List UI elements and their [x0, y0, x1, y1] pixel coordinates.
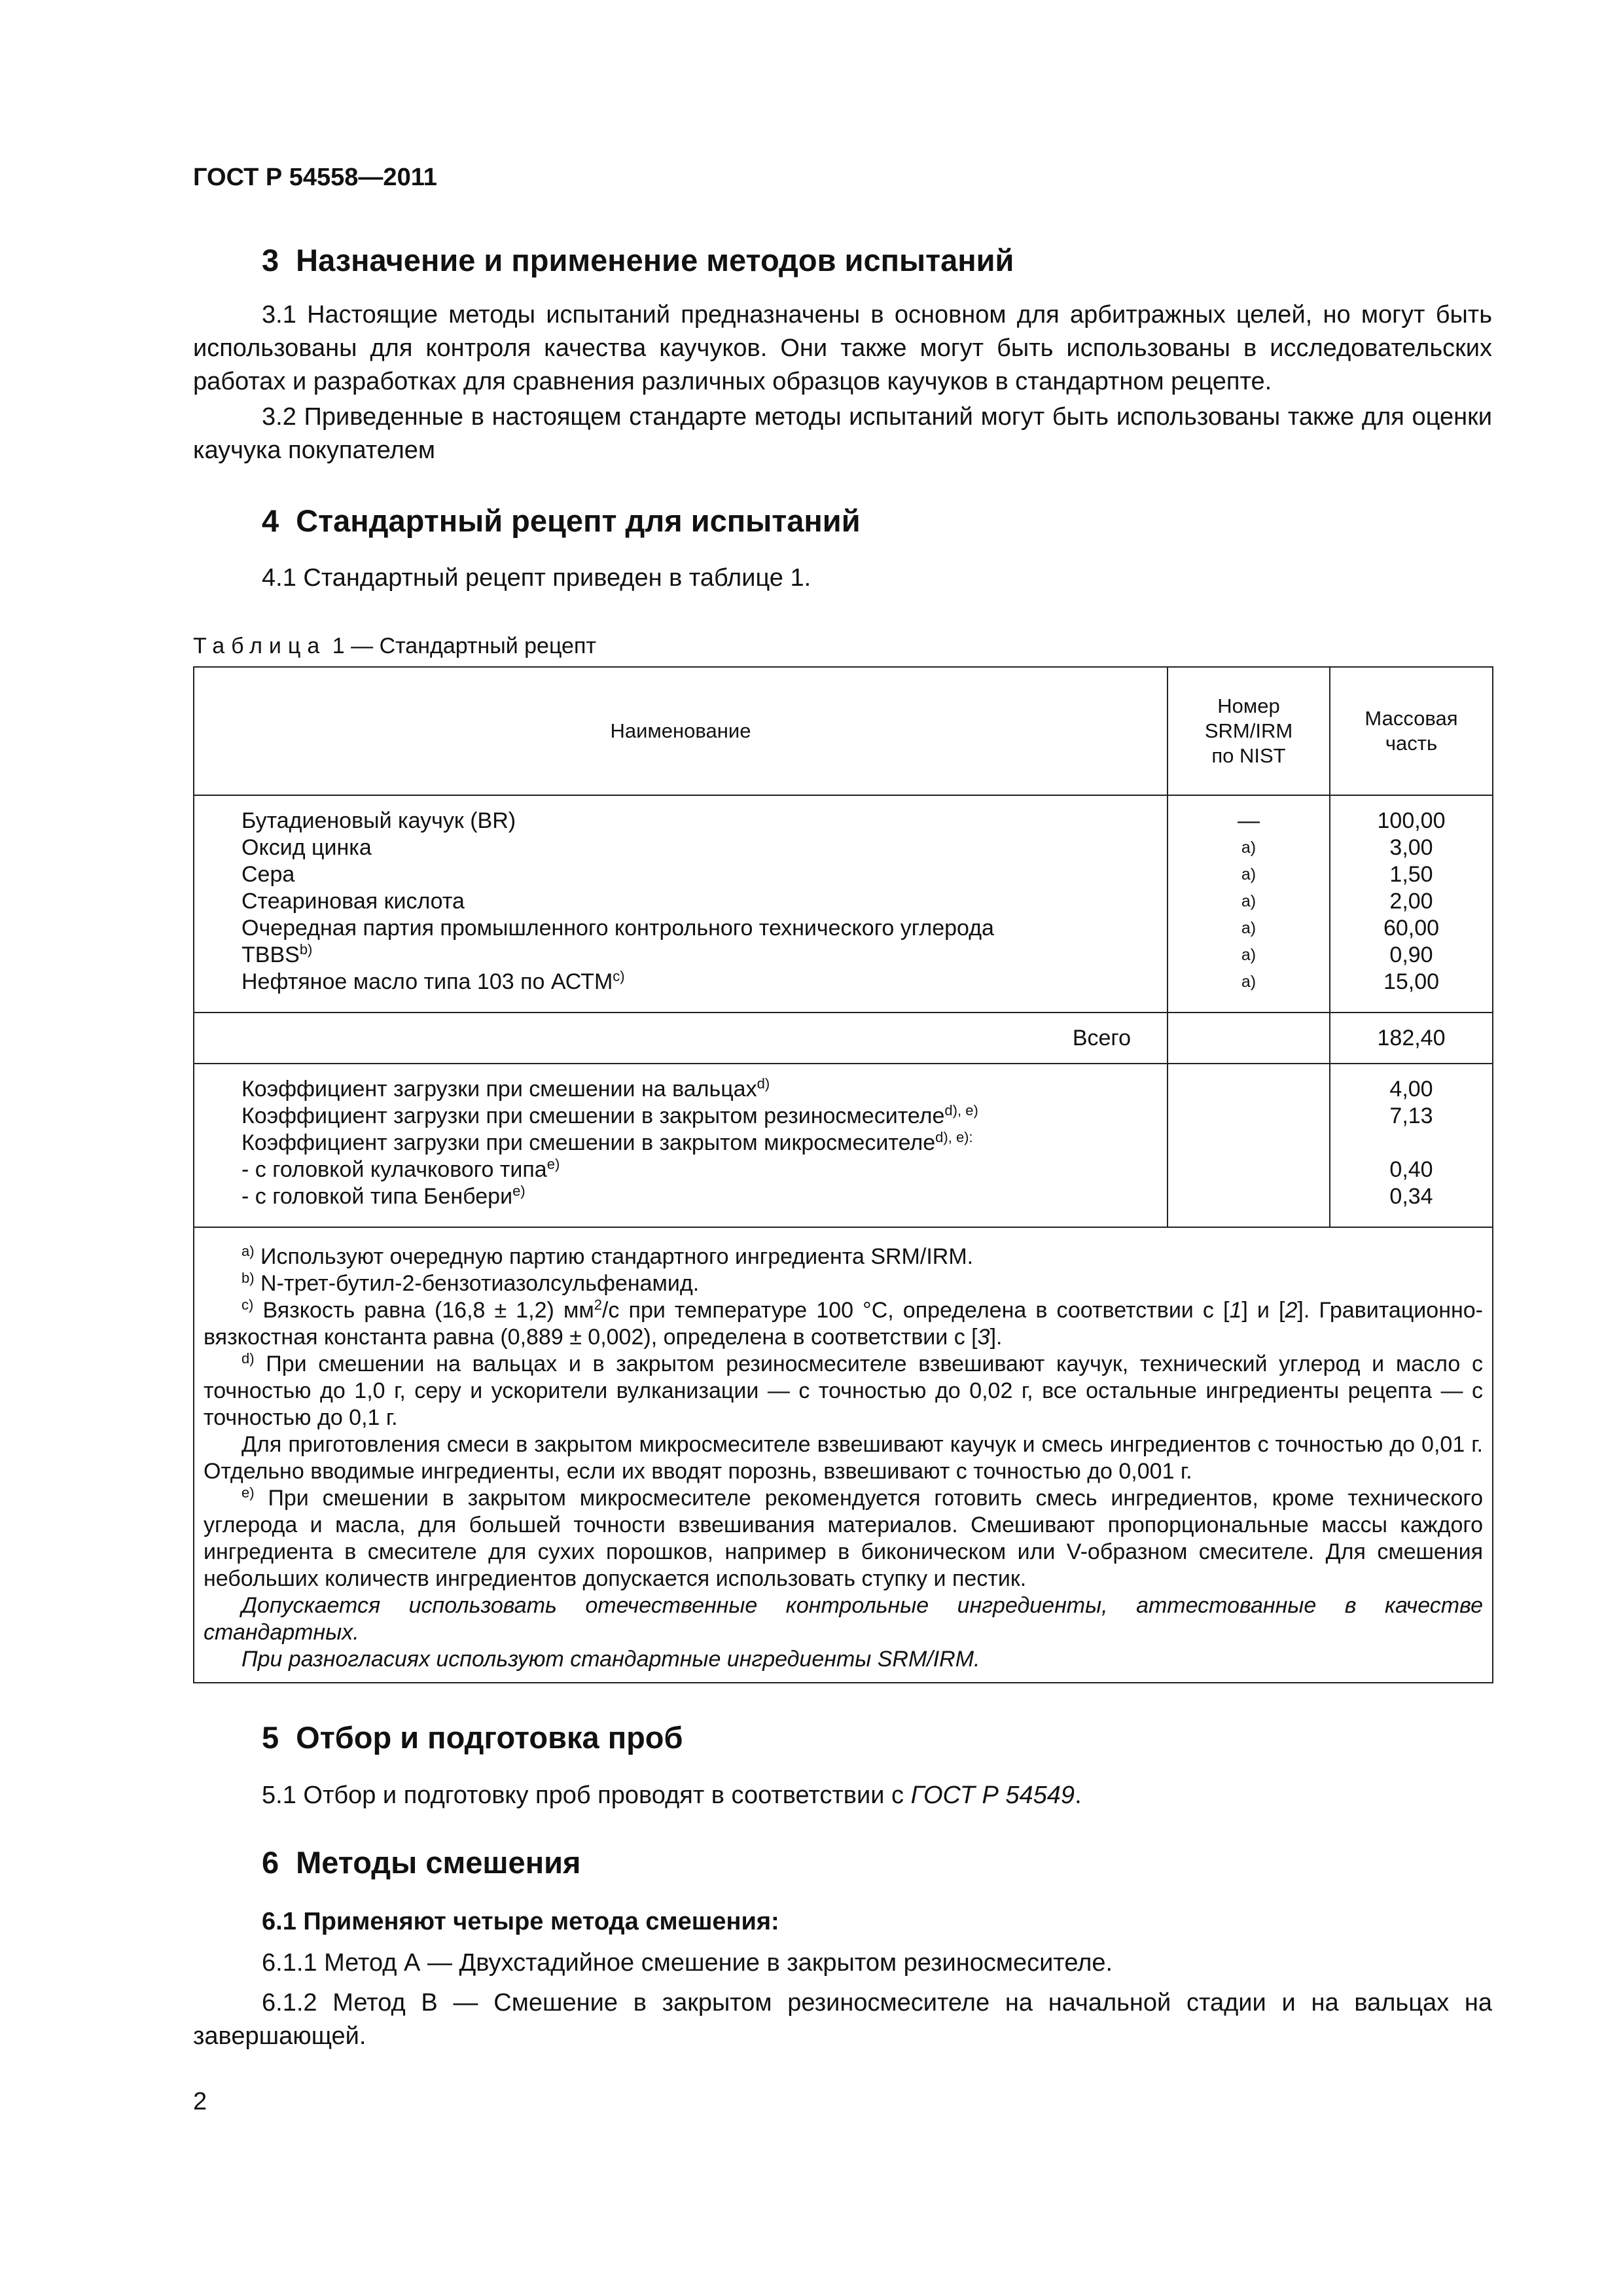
paragraph-5-1: 5.1 Отбор и подготовку проб проводят в соответствии с ГОСТ Р 54549.	[262, 1782, 1082, 1809]
table-header-row	[194, 667, 1493, 795]
section-5-heading	[262, 1719, 683, 1755]
section-6-heading	[262, 1844, 580, 1880]
ingredients-row	[194, 795, 1493, 1013]
list-item: Стеариновая кислота	[241, 889, 465, 914]
section-6-title: Методы смешения	[296, 1845, 581, 1880]
ingredient-codes: — a) a) a) a) a) a)	[1168, 795, 1330, 1013]
header-name: Наименование	[194, 667, 1168, 795]
notes-row	[194, 1227, 1493, 1683]
table-caption-text: 1 — Стандартный рецепт	[332, 634, 596, 658]
standard-header: ГОСТ Р 54558—2011	[193, 164, 437, 191]
paragraph-6-1-2: 6.1.2 Метод В — Смешение в закрытом резиносмесителе на начальной стадии и на вальцах на завершающей.	[193, 1989, 1492, 2050]
paragraph-3-2: 3.2 Приведенные в настоящем стандарте методы испытаний могут быть использованы также для оценки каучука покупателем	[193, 403, 1492, 464]
note-italic-2: При разногласиях используют стандартные ингредиенты SRM/IRM.	[241, 1647, 980, 1672]
section-4-heading	[262, 503, 861, 539]
list-item: - с головкой кулачкового типа$^{e)}$	[241, 1156, 560, 1182]
list-item: Сера	[241, 862, 295, 887]
list-item: Бутадиеновый каучук (BR)	[241, 808, 516, 833]
total-row	[194, 1013, 1493, 1064]
table-notes	[194, 1227, 1493, 1683]
section-4-title: Стандартный рецепт для испытаний	[296, 503, 861, 538]
note-b: $^{b)}$ N-трет-бутил-2-бензотиазолсульфенамид.	[241, 1270, 700, 1296]
list-item: Коэффициент загрузки при смешении на вальцах$^{d)}$	[241, 1075, 770, 1102]
list-item: Коэффициент загрузки при смешении в закрытом резиносмесителе$^{d), e)}$	[241, 1102, 978, 1128]
section-4-number: 4	[262, 503, 279, 538]
list-item: Нефтяное масло типа 103 по АСТМ$^{c)}$	[241, 968, 625, 994]
section-5-number: 5	[262, 1720, 279, 1755]
paragraph-6-1-1: 6.1.1 Метод А — Двухстадийное смешение в закрытом резиносмесителе.	[262, 1949, 1113, 1977]
total-value: 182,40	[1330, 1013, 1493, 1064]
section-5-title: Отбор и подготовка проб	[296, 1720, 683, 1755]
factors-row	[194, 1064, 1493, 1227]
section-3-heading	[262, 242, 1014, 278]
note-c: $^{c)}$ Вязкость равна (16,8 ± 1,2) $мм^2/с$ при температуре 100 °С, определена в соответствии с [1] и [2]. Гравитационно-вязкостная константа равна (0,889 ± 0,002), определена в соответствии с [3].	[204, 1297, 1483, 1350]
page-number: 2	[193, 2088, 207, 2115]
section-3-number: 3	[262, 243, 279, 278]
list-item: Оксид цинка	[241, 835, 372, 860]
recipe-table	[193, 666, 1493, 1683]
list-item: TBBS$^{b)}$	[241, 941, 313, 967]
table-caption	[193, 634, 596, 659]
gost-reference: ГОСТ Р 54549	[910, 1782, 1075, 1809]
factor-values: 4,00 7,13 0,40 0,34	[1330, 1064, 1493, 1227]
note-e: $^{e)}$ При смешении в закрытом микросмесителе рекомендуется готовить смесь ингредиентов, кроме технического углерода и масла, для большей точности взвешивания материалов. Смешивают пропорциональные массы каждого ингредиента в смесителе для сухих порошков, например в биконическом или V-образном смесителе. Для смешения небольших количеств ингредиентов допускается использовать ступку и пестик.	[204, 1484, 1483, 1591]
table-caption-word: Таблица	[193, 634, 327, 658]
ingredient-values: 100,00 3,00 1,50 2,00 60,00 0,90 15,00	[1330, 795, 1493, 1013]
list-item: - с головкой типа Бенбери$^{e)}$	[241, 1183, 526, 1209]
list-item: Коэффициент загрузки при смешении в закрытом микросмесителе$^{d), e):}$	[241, 1129, 973, 1155]
total-label: Всего	[194, 1013, 1168, 1064]
note-a: $^{a)}$ Используют очередную партию стандартного ингредиента SRM/IRM.	[241, 1243, 974, 1269]
section-3-title: Назначение и применение методов испытаний	[296, 243, 1014, 278]
note-d: $^{d)}$ При смешении на вальцах и в закрытом резиносмесителе взвешивают каучук, технический углерод и масло с точностью до 1,0 г, серу и ускорители вулканизации — с точностью до 0,02 г, все остальные ингредиенты рецепта — с точностью до 0,1 г.	[204, 1350, 1483, 1430]
factor-codes-empty	[1168, 1064, 1330, 1227]
factor-names	[194, 1064, 1168, 1227]
note-italic-1: Допускается использовать отечественные контрольные ингредиенты, аттестованные в качестве стандартных.	[204, 1593, 1483, 1645]
list-item: Очередная партия промышленного контрольного технического углерода	[241, 916, 994, 941]
total-empty	[1168, 1013, 1330, 1064]
ingredient-names	[194, 795, 1168, 1013]
paragraph-4-1: 4.1 Стандартный рецепт приведен в таблице 1.	[262, 564, 812, 592]
paragraph-3-1: 3.1 Настоящие методы испытаний предназначены в основном для арбитражных целей, но могут быть использованы для контроля качества каучуков. Они также могут быть использованы в исследовательских работах и разработках для сравнения различных образцов каучуков в стандартном рецепте.	[193, 301, 1492, 395]
header-mass: Массовая часть	[1330, 667, 1493, 795]
paragraph-6-1: 6.1 Применяют четыре метода смешения:	[262, 1908, 779, 1935]
note-d-continued: Для приготовления смеси в закрытом микросмесителе взвешивают каучук и смесь ингредиентов с точностью до 0,01 г. Отдельно вводимые ингредиенты, если их вводят порознь, взвешивают с точностью до 0,001 г.	[204, 1432, 1483, 1484]
section-6-number: 6	[262, 1845, 279, 1880]
header-code: Номер SRM/IRM по NIST	[1168, 667, 1330, 795]
